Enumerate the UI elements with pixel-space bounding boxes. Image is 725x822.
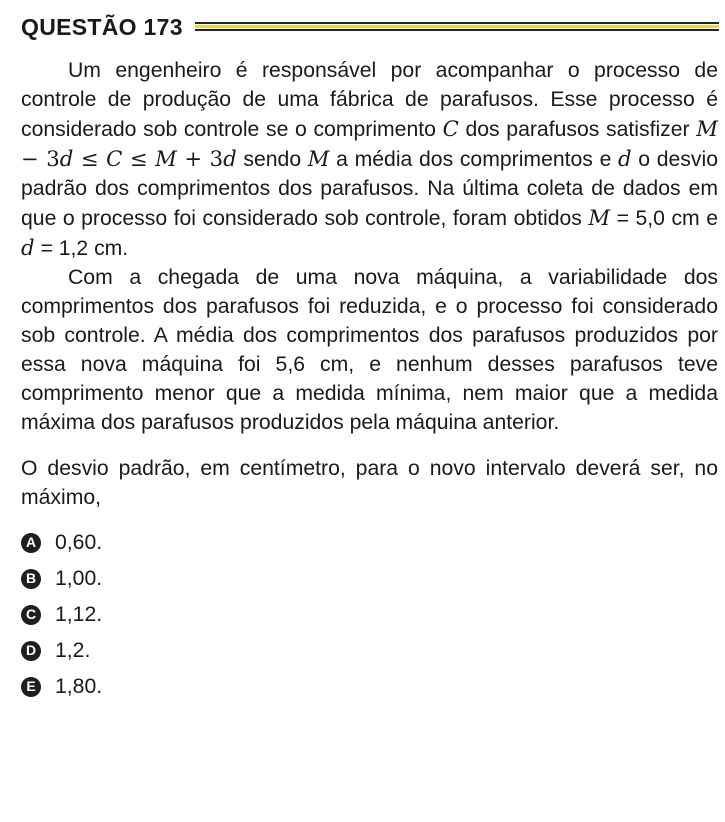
math-variable: C [442,116,459,141]
header-rule-accent-line [195,25,719,28]
text-span: a média dos comprimentos e [329,148,619,171]
option-e[interactable] [21,672,718,701]
text-span: Um engenheiro é responsável por acompanhar o processo de controle de produção de uma fábrica de parafusos. Esse processo é considerado sob controle se o comprimento [21,59,718,141]
math-variable: C [106,146,123,171]
text-span: sendo [236,148,308,171]
math-variable: d [21,235,35,260]
math-variable: d [59,146,74,171]
math-operator: − 3 [21,146,60,171]
option-text: 1,00. [55,567,103,590]
text-span: o desvio padrão dos comprimentos dos parafusos. Na última coleta de dados em que o processo foi considerado sob controle, foram obtidos [21,148,718,230]
option-text: 1,80. [55,675,103,698]
text-span: = 5,0 cm e [610,207,718,230]
question-prompt: O desvio padrão, em centímetro, para o novo intervalo deverá ser, no máximo, [21,457,718,509]
text-span: = 1,2 cm. [34,237,129,260]
option-a[interactable] [21,528,718,557]
option-letter-badge: D [21,641,41,661]
option-d[interactable] [21,636,718,665]
option-text: 0,60. [55,531,103,554]
math-operator: ≤ [122,146,156,171]
header-rule [195,22,719,32]
answer-options [21,528,718,701]
option-text: 1,12. [55,603,103,626]
option-letter-badge: A [21,533,41,553]
math-variable: M [588,205,611,230]
question-title: QUESTÃO 173 [21,13,183,40]
math-variable: d [618,146,632,171]
header-rule-top-line [195,22,719,24]
statement-paragraph-1 [21,56,718,263]
option-letter-badge: E [21,677,41,697]
option-b[interactable] [21,564,718,593]
question-body [21,56,718,708]
option-text: 1,2. [55,639,91,662]
math-variable: M [696,116,718,141]
math-variable: d [223,146,237,171]
math-variable: M [155,146,177,171]
statement-paragraph-2: Com a chegada de uma nova máquina, a variabilidade dos comprimentos dos parafusos foi reduzida, e o processo foi considerado sob controle. A média dos comprimentos dos parafusos produzidos por essa nova máquina foi 5,6 cm, e nenhum desses parafusos teve comprimento menor que a medida mínima, nem maior que a medida máxima dos parafusos produzidos pela máquina anterior. [21,266,718,434]
option-letter-badge: C [21,605,41,625]
option-c[interactable] [21,600,718,629]
math-operator: + 3 [176,146,224,171]
text-span: dos parafusos satisfizer [458,118,697,141]
math-operator: ≤ [73,146,107,171]
option-letter-badge: B [21,569,41,589]
question-header [21,10,719,44]
header-rule-bottom-line [195,29,719,31]
math-variable: M [307,146,330,171]
